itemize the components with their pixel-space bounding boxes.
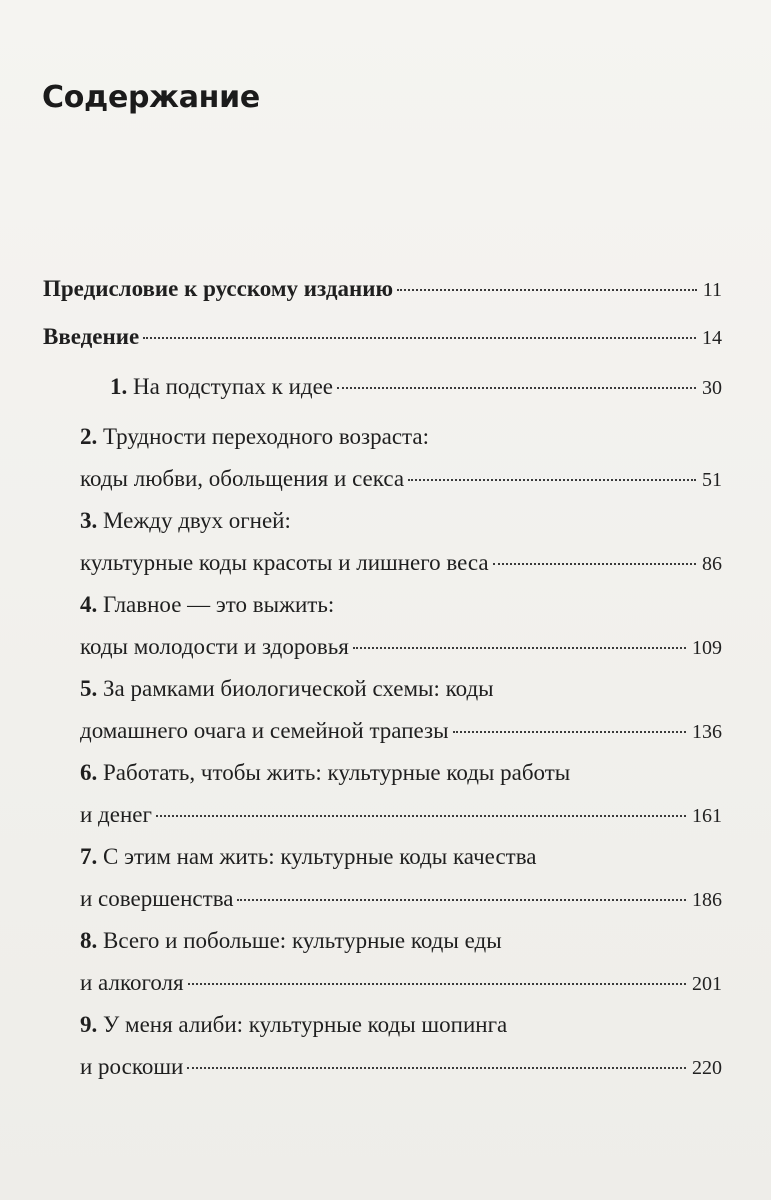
dot-leader bbox=[397, 289, 697, 291]
chapter-number: 9. bbox=[80, 1012, 98, 1037]
toc-entry-label bbox=[80, 500, 291, 542]
toc-line bbox=[80, 836, 722, 878]
chapter-title-continued: культурные коды красоты и лишнего веса bbox=[80, 550, 489, 575]
chapter-title-continued: и алкоголя bbox=[80, 970, 184, 995]
toc-entry-chapter-5 bbox=[80, 668, 722, 752]
chapter-number: 3. bbox=[80, 508, 98, 533]
chapter-title: С этим нам жить: культурные коды качества bbox=[103, 844, 537, 869]
chapter-title-continued: коды молодости и здоровья bbox=[80, 634, 349, 659]
toc-line bbox=[80, 626, 722, 668]
toc-entry-label bbox=[80, 668, 494, 710]
chapter-title: Всего и побольше: культурные коды еды bbox=[103, 928, 502, 953]
toc-line bbox=[80, 794, 722, 836]
dot-leader bbox=[353, 647, 686, 649]
dot-leader bbox=[337, 387, 696, 389]
dot-leader bbox=[188, 983, 686, 985]
toc-entry-label: Введение bbox=[43, 324, 140, 349]
toc-page-number: 14 bbox=[702, 327, 722, 349]
toc-line bbox=[80, 416, 722, 458]
toc-line bbox=[80, 962, 722, 1004]
dot-leader bbox=[156, 815, 686, 817]
toc-line bbox=[80, 878, 722, 920]
toc-entry-chapter-4 bbox=[80, 584, 722, 668]
toc-page-number: 51 bbox=[702, 469, 722, 491]
toc-entry-label bbox=[110, 366, 333, 408]
dot-leader bbox=[453, 731, 686, 733]
toc-page-number: 201 bbox=[692, 973, 722, 995]
toc-page-number: 136 bbox=[692, 721, 722, 743]
chapter-number: 5. bbox=[80, 676, 98, 701]
dot-leader bbox=[187, 1067, 686, 1069]
toc-entry-label bbox=[80, 416, 429, 458]
toc-line bbox=[80, 710, 722, 752]
chapter-title-continued: и совершенства bbox=[80, 886, 234, 911]
toc-line bbox=[43, 268, 722, 310]
toc-entry-chapter-2 bbox=[80, 416, 722, 500]
chapter-number: 8. bbox=[80, 928, 98, 953]
toc-entry-chapter-7 bbox=[80, 836, 722, 920]
dot-leader bbox=[143, 337, 696, 339]
toc-line bbox=[80, 668, 722, 710]
toc-entry-chapter-9 bbox=[80, 1004, 722, 1088]
chapter-title: На подступах к идее bbox=[133, 374, 333, 399]
toc-entry-chapter-3 bbox=[80, 500, 722, 584]
toc-entry-chapter-6 bbox=[80, 752, 722, 836]
dot-leader bbox=[237, 899, 686, 901]
chapter-title: У меня алиби: культурные коды шопинга bbox=[103, 1012, 508, 1037]
toc-entry-chapter-1 bbox=[110, 366, 722, 408]
chapter-number: 7. bbox=[80, 844, 98, 869]
toc-line bbox=[80, 920, 722, 962]
chapter-number: 4. bbox=[80, 592, 98, 617]
chapter-title: Трудности переходного возраста: bbox=[103, 424, 429, 449]
toc-line bbox=[43, 316, 722, 358]
toc-page-number: 186 bbox=[692, 889, 722, 911]
toc-entry-label: Предисловие к русскому изданию bbox=[43, 276, 394, 301]
chapter-title: Работать, чтобы жить: культурные коды работы bbox=[103, 760, 571, 785]
toc-line bbox=[110, 366, 722, 408]
toc-line bbox=[80, 458, 722, 500]
toc-line bbox=[80, 752, 722, 794]
toc-page-number: 220 bbox=[692, 1057, 722, 1079]
toc-line bbox=[80, 1046, 722, 1088]
toc-entry-preface bbox=[43, 268, 722, 310]
toc-line bbox=[80, 542, 722, 584]
toc-page-number: 86 bbox=[702, 553, 722, 575]
toc-entry-label bbox=[80, 584, 334, 626]
chapter-title: За рамками биологической схемы: коды bbox=[103, 676, 494, 701]
toc-entry-label bbox=[80, 752, 570, 794]
chapter-title-continued: домашнего очага и семейной трапезы bbox=[80, 718, 449, 743]
chapter-title-continued: коды любви, обольщения и секса bbox=[80, 466, 405, 491]
toc-line bbox=[80, 1004, 722, 1046]
chapter-number: 2. bbox=[80, 424, 98, 449]
chapter-number: 6. bbox=[80, 760, 98, 785]
toc-page-number: 11 bbox=[702, 279, 722, 301]
toc-entry-chapter-8 bbox=[80, 920, 722, 1004]
chapter-number: 1. bbox=[110, 374, 128, 399]
toc-page-number: 161 bbox=[692, 805, 722, 827]
toc-entry-introduction bbox=[43, 316, 722, 358]
toc-line bbox=[80, 500, 722, 542]
chapter-title-continued: и денег bbox=[80, 802, 152, 827]
chapter-title-continued: и роскоши bbox=[80, 1054, 184, 1079]
chapter-title: Главное — это выжить: bbox=[103, 592, 335, 617]
toc-entry-label bbox=[80, 920, 502, 962]
toc-line bbox=[80, 584, 722, 626]
toc-page-number: 109 bbox=[692, 637, 722, 659]
chapter-title: Между двух огней: bbox=[103, 508, 291, 533]
dot-leader bbox=[493, 563, 696, 565]
toc-page-number: 30 bbox=[702, 377, 722, 399]
toc-title: Содержание bbox=[42, 80, 260, 115]
dot-leader bbox=[408, 479, 696, 481]
toc-entry-label bbox=[80, 1004, 507, 1046]
toc-entry-label bbox=[80, 836, 536, 878]
